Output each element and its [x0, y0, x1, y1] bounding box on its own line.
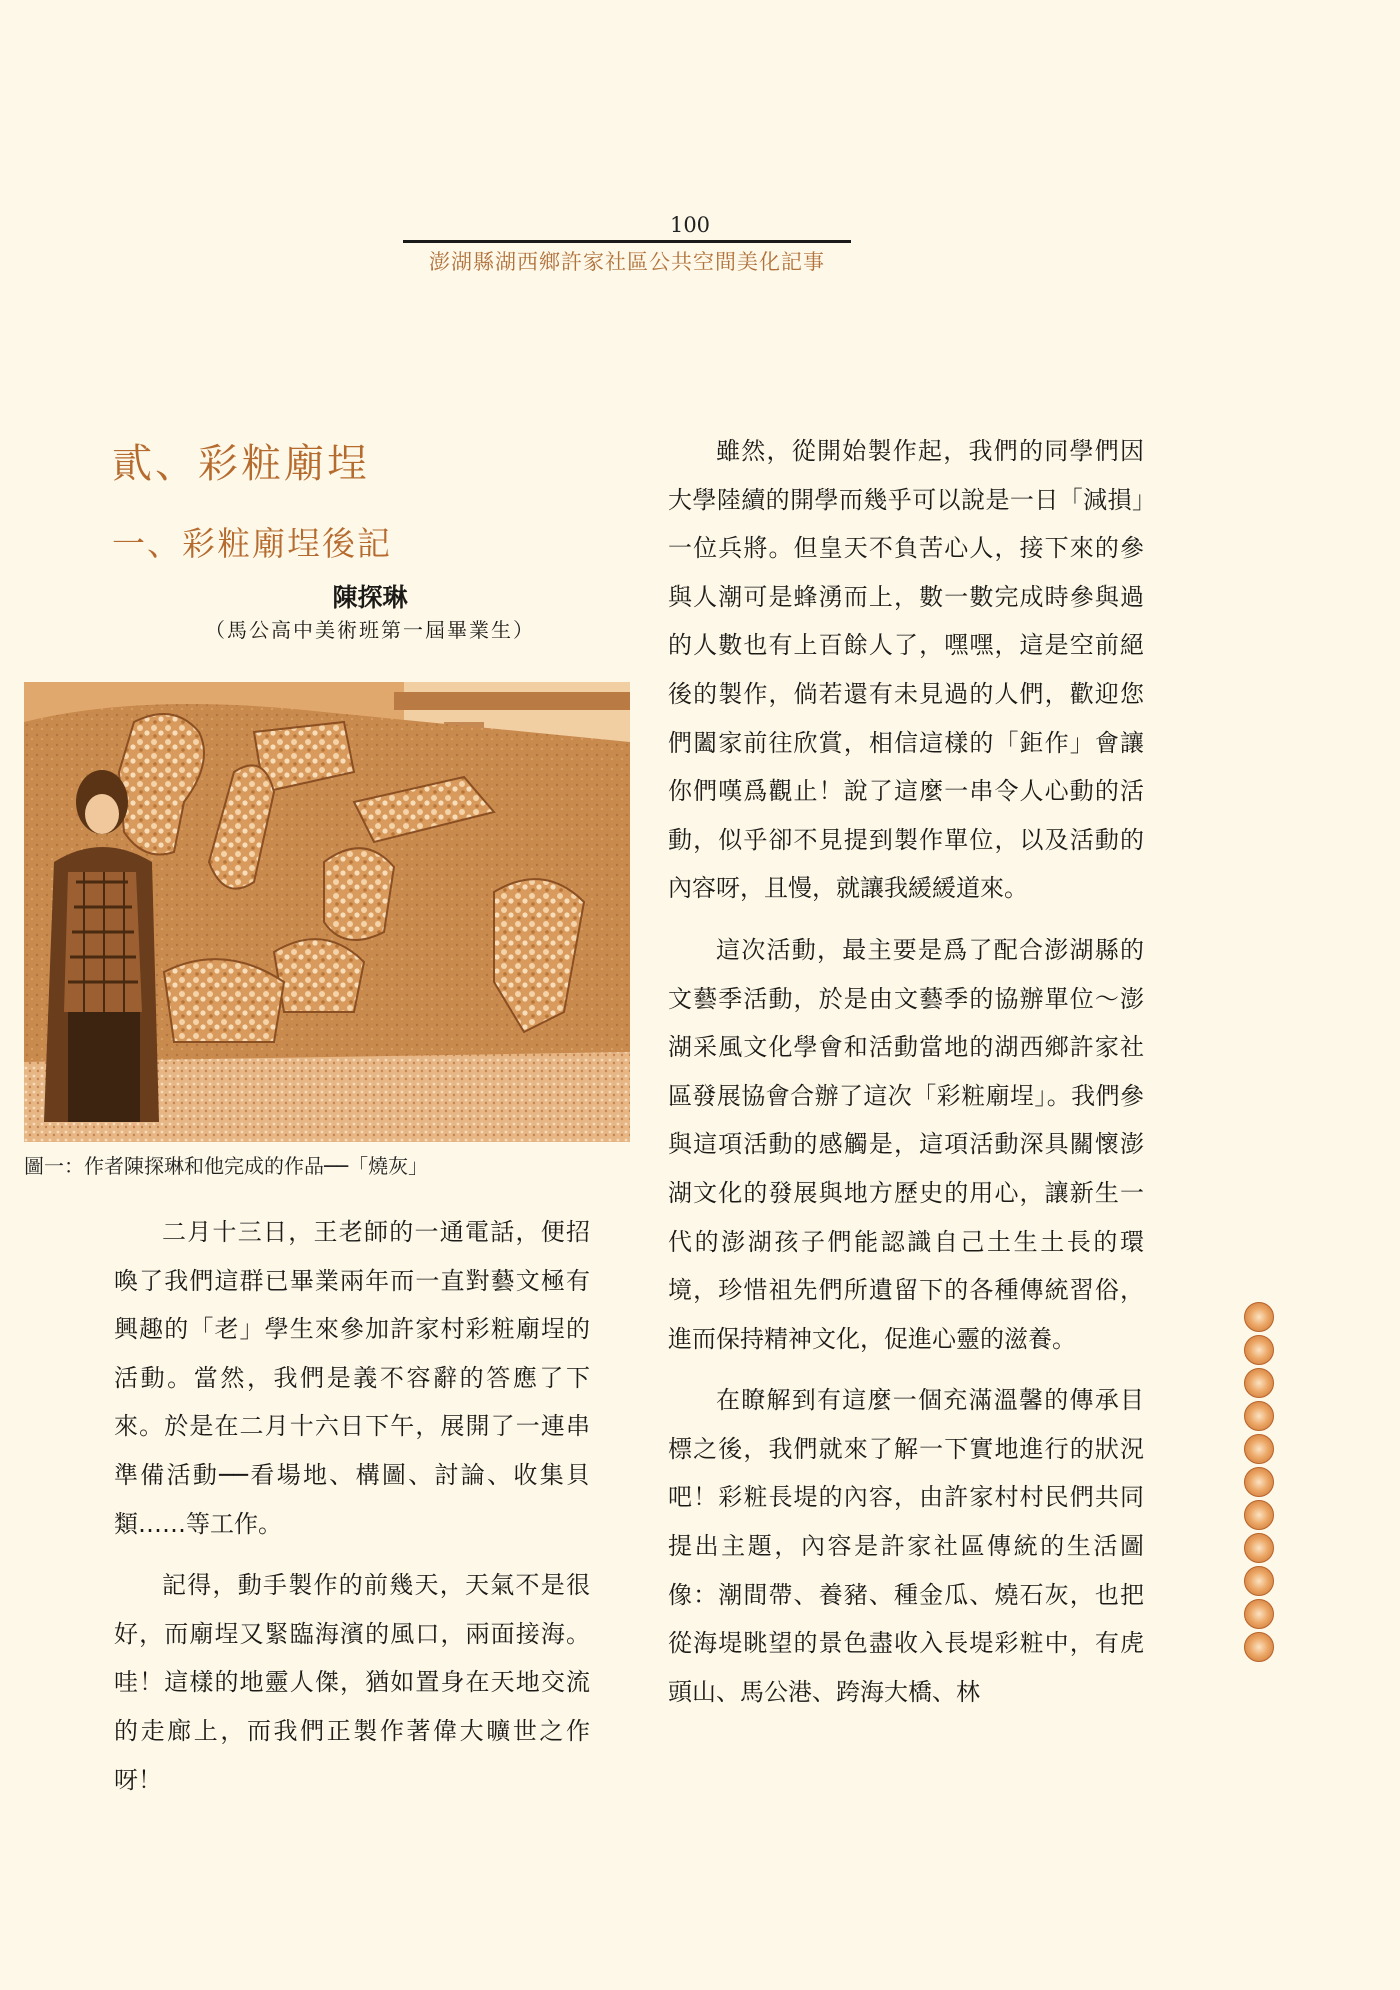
page-number: 100 [669, 213, 711, 237]
right-column [668, 427, 1144, 1729]
ornament-column [1244, 1302, 1276, 1665]
body-paragraph: 二月十三日，王老師的一通電話，便招喚了我們這群已畢業兩年而一直對藝文極有興趣的「老」學生來參加許家村彩粧廟埕的活動。當然，我們是義不容辭的答應了下來。於是在二月十六日下午，展開了一連串準備活動──看場地、構圖、討論、收集貝類……等工作。 [114, 1218, 590, 1538]
subsection-title: 一、彩粧廟埕後記 [112, 524, 392, 563]
ornament-seal-icon [1244, 1401, 1274, 1431]
author-name: 陳探琳 [332, 583, 408, 612]
body-paragraph: 雖然，從開始製作起，我們的同學們因大學陸續的開學而幾乎可以說是一日「減損」一位兵將。但皇天不負苦心人，接下來的參與人潮可是蜂湧而上，數一數完成時參與過的人數也有上百餘人了，嘿嘿，這是空前絕後的製作，倘若還有未見過的人們，歡迎您們闔家前往欣賞，相信這樣的「鉅作」會讓你們嘆爲觀止！說了這麼一串令人心動的活動，似乎卻不見提到製作單位，以及活動的內容呀，且慢，就讓我緩緩道來。 [668, 437, 1144, 903]
body-paragraph: 記得，動手製作的前幾天，天氣不是很好，而廟埕又緊臨海濱的風口，兩面接海。哇！這樣的地靈人傑，猶如置身在天地交流的走廊上，而我們正製作著偉大曠世之作呀！ [114, 1571, 590, 1794]
figure-caption: 圖一：作者陳探琳和他完成的作品──「燒灰」 [24, 1154, 429, 1178]
figure-photo [24, 682, 630, 1142]
section-title: 貳、彩粧廟埕 [112, 441, 370, 487]
ornament-seal-icon [1244, 1632, 1274, 1662]
ornament-seal-icon [1244, 1335, 1274, 1365]
ornament-seal-icon [1244, 1467, 1274, 1497]
ornament-seal-icon [1244, 1368, 1274, 1398]
header-rule [403, 240, 851, 243]
running-header: 澎湖縣湖西鄉許家社區公共空間美化記事 [429, 250, 825, 274]
ornament-seal-icon [1244, 1566, 1274, 1596]
left-column [114, 1208, 590, 1817]
body-paragraph: 這次活動，最主要是爲了配合澎湖縣的文藝季活動，於是由文藝季的協辦單位～澎湖采風文化學會和活動當地的湖西鄉許家社區發展協會合辦了這次「彩粧廟埕」。我們參與這項活動的感觸是，這項活動深具關懷澎湖文化的發展與地方歷史的用心，讓新生一代的澎湖孩子們能認識自己土生土長的環境，珍惜祖先們所遺留下的各種傳統習俗，進而保持精神文化，促進心靈的滋養。 [668, 935, 1144, 1353]
ornament-seal-icon [1244, 1302, 1274, 1332]
author-affiliation: （馬公高中美術班第一屆畢業生） [205, 618, 535, 642]
ornament-seal-icon [1244, 1434, 1274, 1464]
ornament-seal-icon [1244, 1533, 1274, 1563]
ornament-seal-icon [1244, 1599, 1274, 1629]
body-paragraph: 在瞭解到有這麼一個充滿溫馨的傳承目標之後，我們就來了解一下實地進行的狀況吧！彩粧長堤的內容，由許家村村民們共同提出主題，內容是許家社區傳統的生活圖像：潮間帶、養豬、種金瓜、燒石灰，也把從海堤眺望的景色盡收入長堤彩粧中，有虎頭山、馬公港、跨海大橋、林 [668, 1386, 1144, 1706]
ornament-seal-icon [1244, 1500, 1274, 1530]
